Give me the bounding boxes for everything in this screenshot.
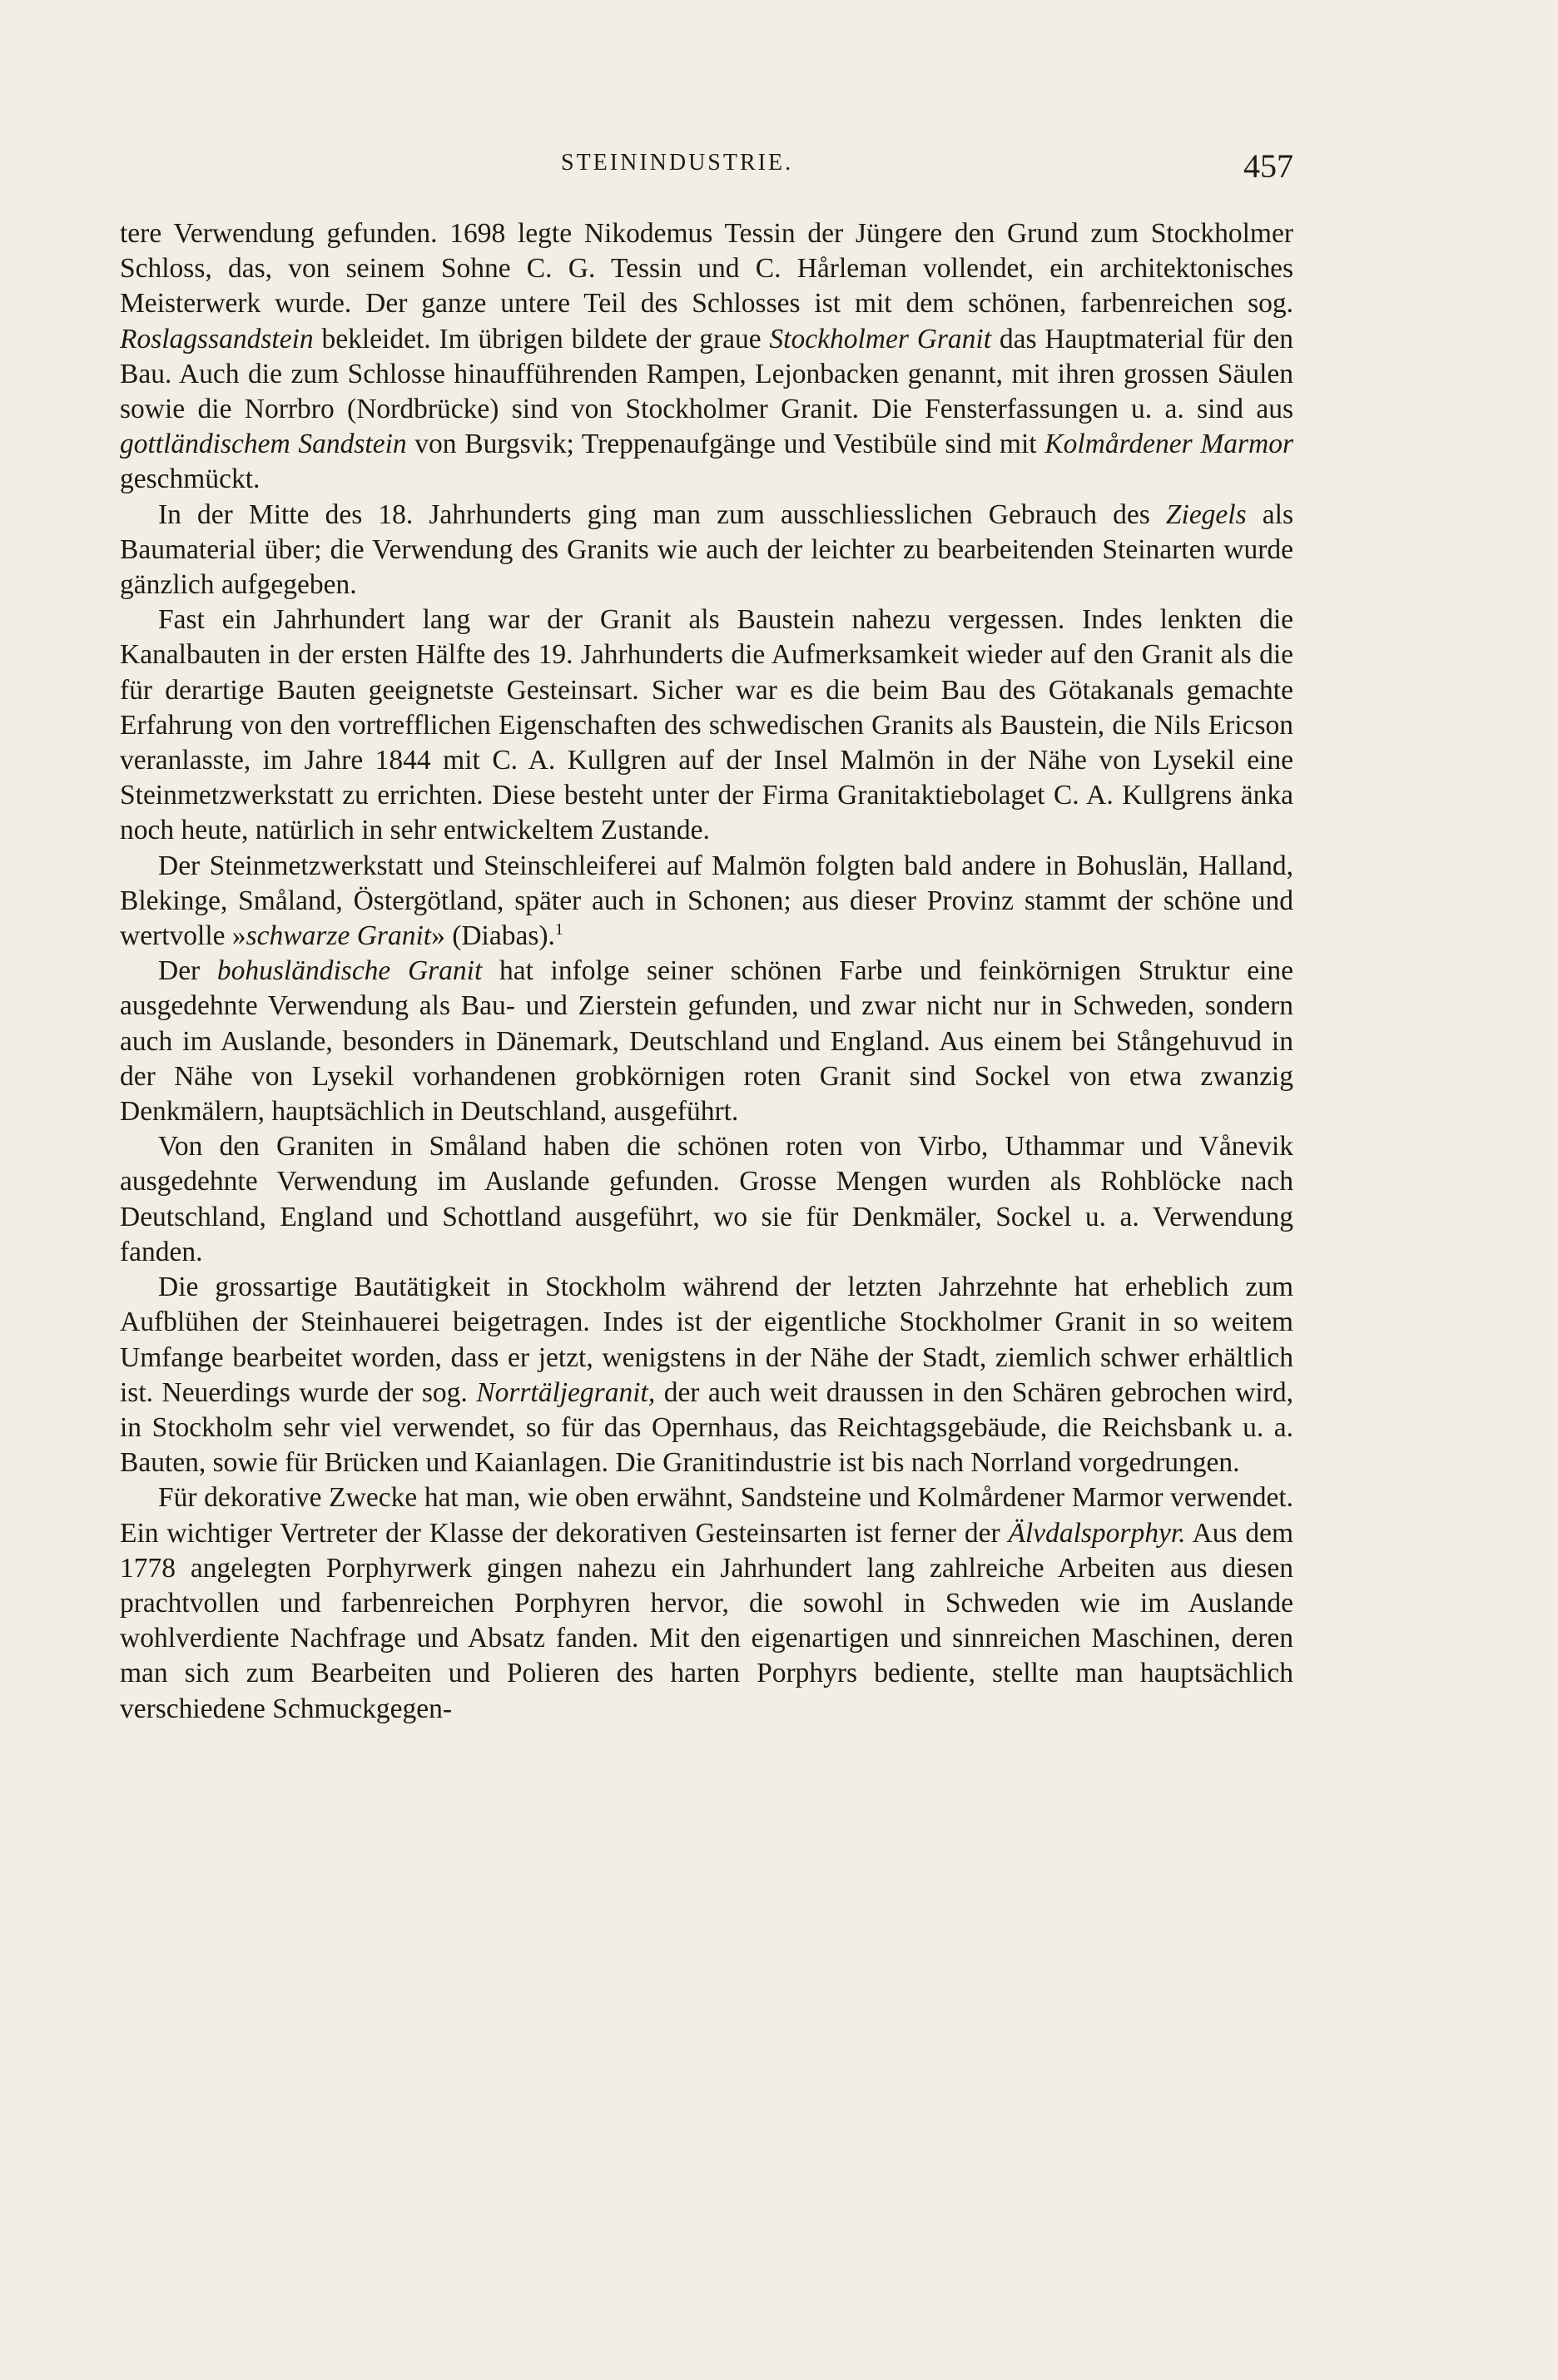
running-head: STEININDUSTRIE. <box>561 150 794 176</box>
body-text <box>120 216 1293 1727</box>
paragraph-1: tere Verwendung gefunden. 1698 legte Nikodemus Tessin der Jüngere den Grund zum Stockholmer Schloss, das, von seinem Sohne C. G. Tessin und C. Hårleman vollendet, ein architektonisches Meisterwerk wurde. Der ganze untere Teil des Schlosses ist mit dem schönen, farbenreichen sog. Roslagssandstein bekleidet. Im übrigen bildete der graue Stockholmer Granit das Hauptmaterial für den Bau. Auch die zum Schlosse hinaufführenden Rampen, Lejonbacken genannt, mit ihren grossen Säulen sowie die Norrbro (Nordbrücke) sind von Stockholmer Granit. Die Fensterfassungen u. a. sind aus gottländischem Sandstein von Burgsvik; Treppenaufgänge und Vestibüle sind mit Kolmårdener Marmor geschmückt. <box>120 218 1294 495</box>
paragraph-3: Fast ein Jahrhundert lang war der Granit als Baustein nahezu vergessen. Indes lenkten die Kanalbauten in der ersten Hälfte des 19. Jahrhunderts die Aufmerksamkeit wieder auf den Granit als die für derartige Bauten geeignetste Gesteinsart. Sicher war es die beim Bau des Götakanals gemachte Erfahrung von den vortrefflichen Eigenschaften des schwedischen Granits als Baustein, die Nils Ericson veranlasste, im Jahre 1844 mit C. A. Kullgren auf der Insel Malmön in der Nähe von Lysekil eine Steinmetzwerkstatt zu errichten. Diese besteht unter der Firma Granitaktiebolaget C. A. Kullgrens änka noch heute, natürlich in sehr entwickeltem Zustande. <box>120 604 1293 846</box>
term-norrtaeljegranit: Norrtäljegranit, <box>476 1376 656 1408</box>
term-kolmaardener-marmor: Kolmårdener Marmor <box>1044 429 1293 460</box>
paragraph-4: Der Steinmetzwerkstatt und Steinschleiferei auf Malmön folgten bald andere in Bohuslän, Halland, Blekinge, Småland, Östergötland, später auch in Schonen; aus dieser Provinz stammt der schöne und wertvolle »schwarze Granit» (Diabas).$^1$ <box>120 850 1293 952</box>
term-aelvdalsporphyr: Älvdalsporphyr. <box>1008 1517 1186 1549</box>
page-header <box>120 146 1293 183</box>
term-gottlaendischer-sandstein: gottländischem Sandstein <box>120 429 407 460</box>
footnote-reference[interactable]: 1 <box>554 920 563 939</box>
term-bohuslaendischer-granit: bohusländische Granit <box>216 955 483 987</box>
paragraph-2: In der Mitte des 18. Jahrhunderts ging man zum ausschliesslichen Gebrauch des Ziegels als Baumaterial über; die Verwendung des Granits wie auch der leichter zu bearbeitenden Steinarten wurde gänzlich aufgegeben. <box>120 498 1293 601</box>
term-schwarzer-granit: schwarze Granit <box>246 920 432 952</box>
term-stockholmer-granit: Stockholmer Granit <box>769 323 992 355</box>
paragraph-7: Die grossartige Bautätigkeit in Stockholm während der letzten Jahrzehnte hat erheblich zum Aufblühen der Steinhauerei beigetragen. Indes ist der eigentliche Stockholmer Granit in so weitem Umfange bearbeitet worden, dass er jetzt, wenigstens in der Nähe der Stadt, ziemlich schwer erhältlich ist. Neuerdings wurde der sog. Norrtäljegranit, der auch weit draussen in den Schären gebrochen wird, in Stockholm sehr viel verwendet, so für das Opernhaus, das Reichtagsgebäude, die Reichsbank u. a. Bauten, sowie für Brücken und Kaianlagen. Die Granitindustrie ist bis nach Norrland vorgedrungen. <box>120 1272 1293 1479</box>
paragraph-6: Von den Graniten in Småland haben die schönen roten von Virbo, Uthammar und Vånevik ausgedehnte Verwendung im Auslande gefunden. Grosse Mengen wurden als Rohblöcke nach Deutschland, England und Schottland ausgeführt, wo sie für Denkmäler, Sockel u. a. Verwendung fanden. <box>120 1131 1293 1267</box>
term-roslagssandstein: Roslagssandstein <box>120 323 314 355</box>
page-number: 457 <box>1243 147 1293 185</box>
term-ziegel: Ziegels <box>1165 498 1247 530</box>
paragraph-8: Für dekorative Zwecke hat man, wie oben erwähnt, Sandsteine und Kolmårdener Marmor verwendet. Ein wichtiger Vertreter der Klasse der dekorativen Gesteinsarten ist ferner der Älvdalsporphyr. Aus dem 1778 angelegten Porphyrwerk gingen nahezu ein Jahrhundert lang zahlreiche Arbeiten aus diesen prachtvollen und farbenreichen Porphyren hervor, die sowohl in Schweden wie im Auslande wohlverdiente Nachfrage und Absatz fanden. Mit den eigenartigen und sinnreichen Maschinen, deren man sich zum Bearbeiten und Polieren des harten Porphyrs bediente, stellte man hauptsächlich verschiedene Schmuckgegen- <box>120 1482 1294 1724</box>
paragraph-5: Der bohusländische Granit hat infolge seiner schönen Farbe und feinkörnigen Struktur eine ausgedehnte Verwendung als Bau- und Zierstein gefunden, und zwar nicht nur in Schweden, sondern auch im Auslande, besonders in Dänemark, Deutschland und England. Aus einem bei Stångehuvud in der Nähe von Lysekil vorhandenen grobkörnigen roten Granit sind Sockel von etwa zwanzig Denkmälern, hauptsächlich in Deutschland, ausgeführt. <box>120 955 1293 1128</box>
